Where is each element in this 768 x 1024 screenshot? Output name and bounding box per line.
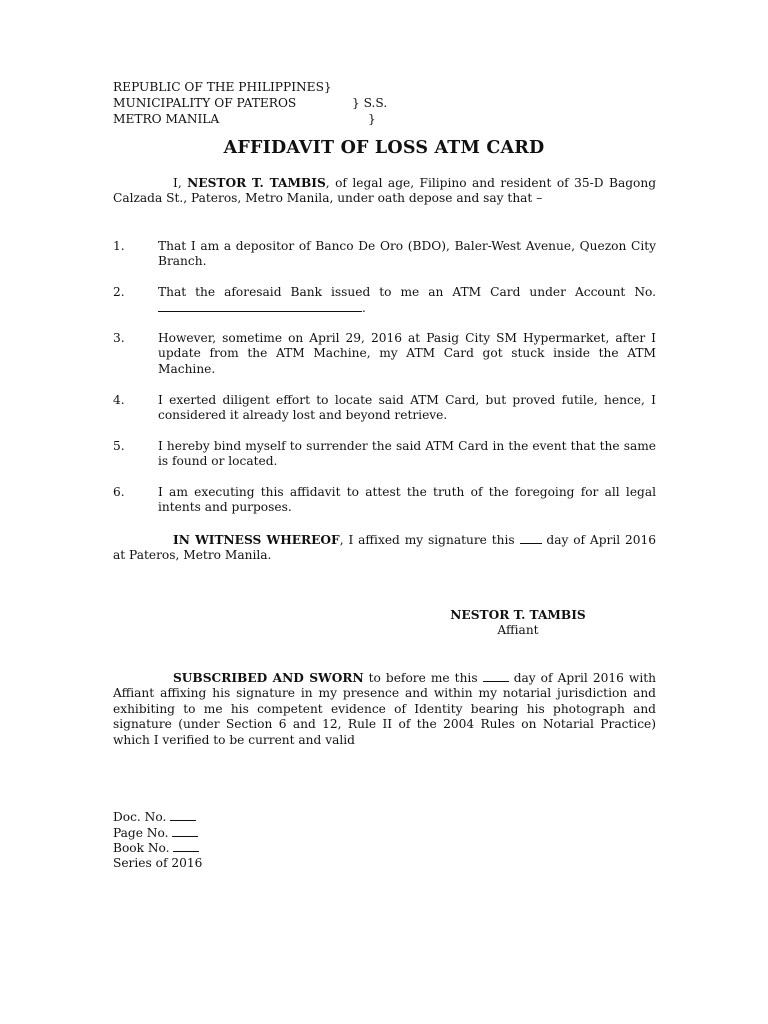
account-no-period: . xyxy=(362,301,366,316)
list-item-text: That I am a depositor of Banco De Oro (BDO), Baler-West Avenue, Quezon City Branch. xyxy=(158,239,656,269)
list-item-number: 2. xyxy=(113,285,125,299)
list-item-text: However, sometime on April 29, 2016 at Pasig City SM Hypermarket, after I update from the ATM Machine, my ATM Card got stuck inside the ATM Machine. xyxy=(158,331,656,376)
list-item-text xyxy=(158,285,656,317)
book-no-label: Book No. xyxy=(113,841,170,855)
list-item-6 xyxy=(113,485,656,516)
list-item-5 xyxy=(113,439,656,470)
list-item-2 xyxy=(113,285,656,317)
list-item-text: I am executing this affidavit to attest the truth of the foregoing for all legal intents and purposes. xyxy=(158,485,656,515)
account-number-blank xyxy=(158,300,362,312)
page-no-label: Page No. xyxy=(113,825,169,840)
page-no-row xyxy=(113,825,202,841)
series-label: Series of 2016 xyxy=(113,855,203,870)
caption-line-municipality xyxy=(113,96,388,112)
intro-text: , of legal age, Filipino and resident of 35-D Bagong Calzada St., Pateros, Metro Manila, under oath depose and say that – xyxy=(113,176,656,206)
affiant-name-intro: NESTOR T. TAMBIS xyxy=(187,176,326,190)
list-item-number: 6. xyxy=(113,485,125,499)
caption-line-republic xyxy=(113,80,332,96)
caption-line-metro xyxy=(113,112,376,128)
list-item-3 xyxy=(113,331,656,377)
intro-prefix: I, xyxy=(173,176,188,190)
jurat-heading: SUBSCRIBED AND SWORN xyxy=(173,671,364,685)
caption-metro-brace: } xyxy=(368,112,376,126)
doc-no-label: Doc. No. xyxy=(113,810,167,824)
witness-day-blank xyxy=(520,532,542,544)
witness-heading: IN WITNESS WHEREOF xyxy=(173,533,340,547)
list-item-4 xyxy=(113,393,656,424)
caption-metro-text: METRO MANILA xyxy=(113,112,220,126)
list-item-number: 4. xyxy=(113,393,125,407)
venue-caption xyxy=(113,80,388,128)
list-item-number: 3. xyxy=(113,331,125,345)
doc-no-blank xyxy=(170,809,196,821)
page-no-blank xyxy=(172,825,198,837)
jurat-text-start: to before me this xyxy=(368,671,478,685)
jurat-text-end: day of April 2016 with Affiant affixing his signature in my presence and within my notarial jurisdiction and exhibiting to me his competent evidence of Identity bearing his photograph and signature (under Section 6 and 12, Rule II of the 2004 Rules on Notarial Practice) which I verified to be current and valid xyxy=(113,671,656,747)
caption-republic-text: REPUBLIC OF THE PHILIPPINES} xyxy=(113,80,332,94)
caption-ss-marker: } S.S. xyxy=(352,96,388,110)
series-row xyxy=(113,856,202,872)
list-item-number: 1. xyxy=(113,239,125,253)
caption-municipality-text: MUNICIPALITY OF PATEROS xyxy=(113,96,297,110)
affiant-role: Affiant xyxy=(497,623,539,638)
list-item-number: 5. xyxy=(113,439,125,453)
witness-text-end: day of April 2016 at Pateros, Metro Manila. xyxy=(113,533,657,563)
witness-text-start: , I affixed my signature this xyxy=(339,533,515,547)
intro-paragraph xyxy=(113,176,656,207)
document-title: AFFIDAVIT OF LOSS ATM CARD xyxy=(223,138,545,158)
witness-paragraph xyxy=(113,532,656,564)
notarial-register xyxy=(113,809,202,871)
signature-block xyxy=(418,608,618,639)
list-item-text: I exerted diligent effort to locate said ATM Card, but proved futile, hence, I considered it already lost and beyond retrieve. xyxy=(158,393,656,423)
account-no-text: That the aforesaid Bank issued to me an ATM Card under Account No. xyxy=(158,285,656,299)
book-no-blank xyxy=(173,840,199,852)
doc-no-row xyxy=(113,809,202,825)
list-item-text: I hereby bind myself to surrender the said ATM Card in the event that the same is found or located. xyxy=(158,439,656,469)
list-item-1 xyxy=(113,239,656,270)
jurat-paragraph xyxy=(113,670,656,748)
affiant-name: NESTOR T. TAMBIS xyxy=(450,608,586,622)
book-no-row xyxy=(113,840,202,856)
jurat-day-blank xyxy=(483,670,509,682)
